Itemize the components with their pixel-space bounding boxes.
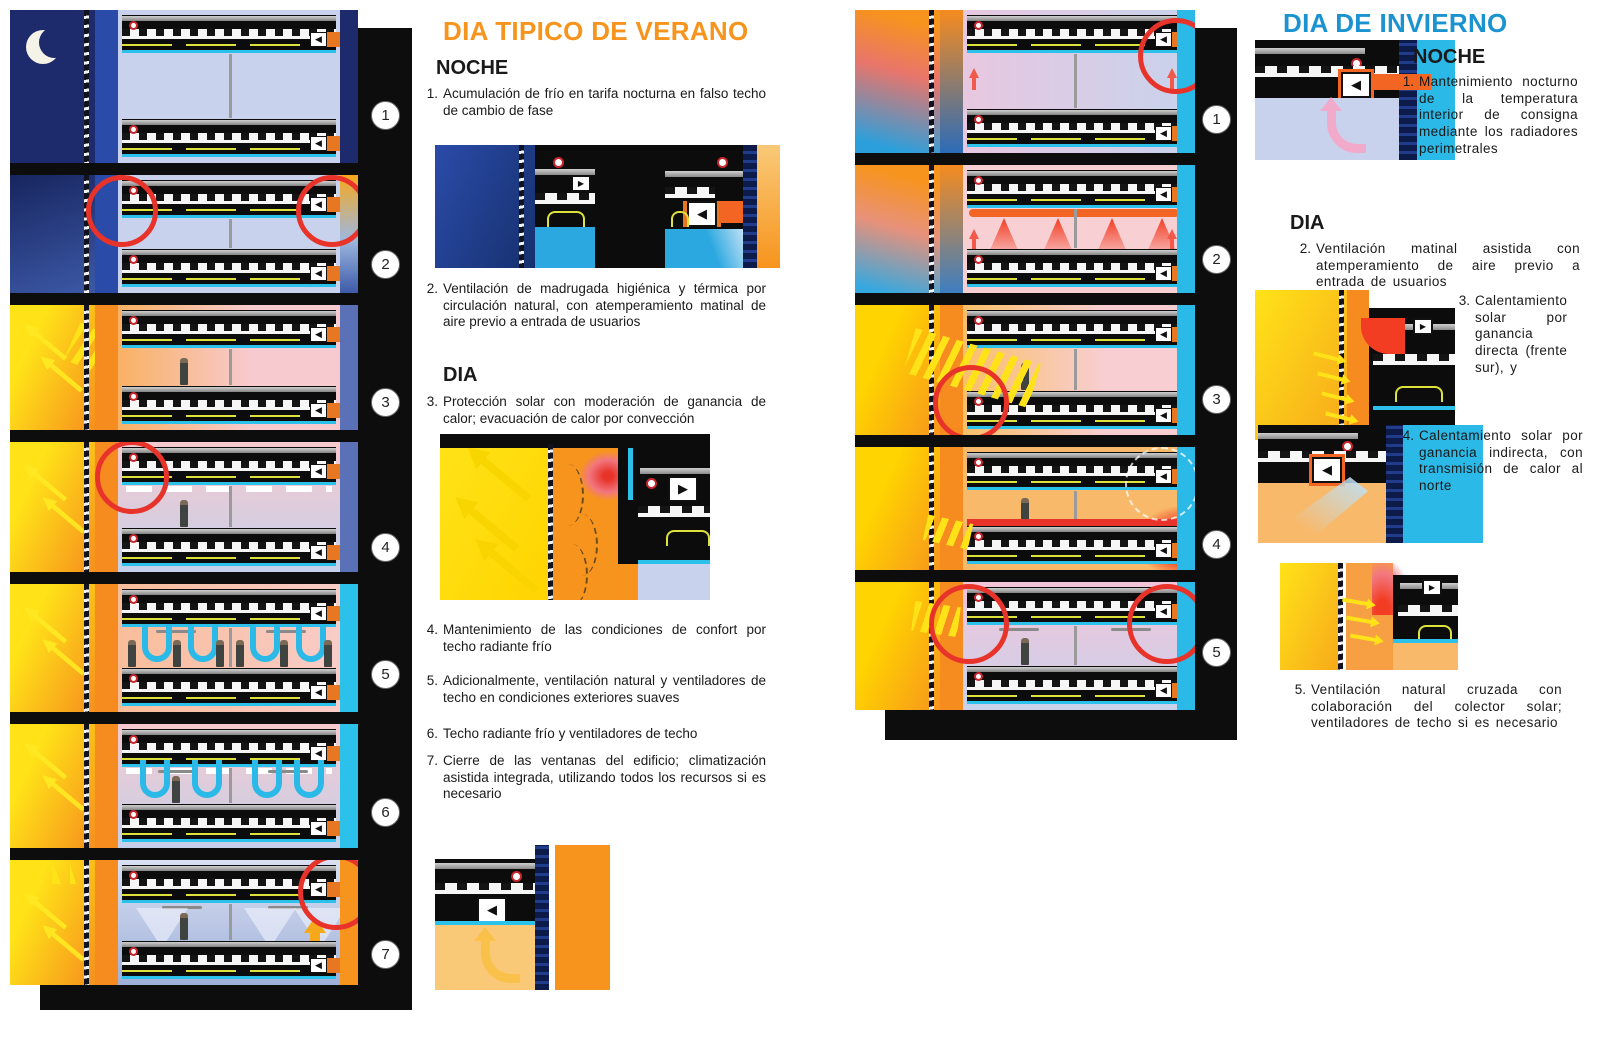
- summer-noche-heading: NOCHE: [436, 57, 509, 79]
- fan-icon: [477, 897, 507, 923]
- winter-floor-2: [855, 165, 1195, 293]
- core-column: [340, 305, 358, 430]
- summer-dia-heading: DIA: [443, 364, 478, 386]
- item-text: Mantenimiento de las condiciones de confort por techo radiante frío: [443, 622, 766, 654]
- interior-column: [229, 219, 232, 248]
- ceiling-slab: [122, 386, 336, 424]
- winter-noche-heading: NOCHE: [1413, 46, 1486, 68]
- radiator-arrow-icon: [969, 229, 979, 239]
- item-number: 1.: [1402, 74, 1414, 89]
- duct: [665, 171, 743, 177]
- summer-floor-6: [10, 724, 358, 848]
- ceiling-slab: [122, 589, 336, 627]
- core-column: [340, 724, 358, 848]
- ceiling-slab: [122, 119, 336, 157]
- pipe: [671, 211, 689, 227]
- summer-floor-5: [10, 584, 358, 712]
- summer-floor-7: [10, 860, 358, 985]
- valve-icon: [717, 157, 728, 168]
- fan-icon: [1341, 72, 1371, 98]
- ceiling-slab: [122, 528, 336, 566]
- winter-item-3: [1458, 293, 1568, 377]
- winter-number-strip: [1195, 28, 1237, 740]
- winter-floor-4: [855, 447, 1195, 570]
- person-figure: [216, 640, 224, 667]
- person-figure: [180, 913, 188, 940]
- interior-column: [229, 54, 232, 118]
- core-column: [1177, 305, 1195, 435]
- airflow-u-icon: [294, 760, 324, 798]
- ceiling-slab: [122, 804, 336, 842]
- item-text: Ventilación de madrugada higiénica y térmica por circulación natural, con atemperamiento matinal de aire previo a entrada de usuarios: [443, 281, 766, 330]
- item-number: 3.: [1458, 293, 1470, 308]
- moon-icon: [26, 30, 60, 64]
- winter-item-2: [1295, 241, 1580, 291]
- facade-strip: [95, 305, 118, 430]
- ceiling-slab: [967, 310, 1181, 348]
- fan-icon: [571, 175, 591, 192]
- facade-strip: [1347, 290, 1369, 440]
- facade-strip: [940, 10, 963, 153]
- orange-duct: [509, 895, 549, 921]
- floor-number-badge: 4: [371, 533, 400, 562]
- airflow-u-icon: [250, 624, 280, 662]
- item-text: Ventilación natural cruzada con colaboración del colector solar; ventiladores de techo si es necesario: [1311, 682, 1562, 731]
- floor-divider: [10, 163, 412, 175]
- floor-divider: [855, 435, 1237, 447]
- item-text: Mantenimiento nocturno de la temperatura interior de consigna mediante los radiadores perimetrales: [1419, 74, 1578, 156]
- ceiling-slab: [122, 15, 336, 53]
- duct: [435, 863, 535, 869]
- facade-line: [519, 145, 524, 268]
- item-number: 4.: [426, 622, 438, 637]
- item-number: 2.: [426, 281, 438, 296]
- office-interior: [118, 10, 340, 163]
- item-text: Acumulación de frío en tarifa nocturna en falso techo de cambio de fase: [443, 86, 766, 118]
- person-figure: [1021, 638, 1029, 665]
- highlight-circle: [86, 175, 158, 247]
- floor-number-badge: 5: [1202, 638, 1231, 667]
- floor-number-badge: 5: [371, 660, 400, 689]
- sun-zone: [1280, 563, 1342, 670]
- floor-divider: [855, 293, 1237, 305]
- louver-line: [548, 444, 553, 600]
- floor-divider: [10, 712, 412, 724]
- fan-icon: [1312, 457, 1342, 483]
- facade-line: [929, 165, 934, 293]
- summer-item-7: [422, 753, 766, 803]
- sunny-sky: [855, 447, 950, 570]
- facade-strip: [95, 10, 118, 163]
- summer-item-3: [422, 394, 766, 427]
- duct: [1258, 433, 1358, 439]
- winter-building-section: [855, 10, 1237, 740]
- core-hatch-column: [743, 145, 757, 268]
- floor-divider: [10, 430, 412, 442]
- item-number: 4.: [1402, 428, 1414, 443]
- airflow-u-icon: [142, 624, 172, 662]
- fan-icon: [687, 201, 717, 227]
- summer-item-1: [422, 86, 766, 119]
- ceiling-slab: [122, 310, 336, 348]
- person-figure: [280, 640, 288, 667]
- summer-building-base: [40, 985, 412, 1010]
- heated-floor: [967, 519, 1181, 526]
- interior-column: [1074, 626, 1077, 665]
- sunny-sky: [10, 584, 105, 712]
- radiator-arrow-icon: [969, 68, 979, 78]
- fan-icon: [668, 476, 698, 502]
- item-number: 5.: [426, 673, 438, 688]
- floor-divider: [10, 572, 412, 584]
- floor-number-badge: 3: [1202, 385, 1231, 414]
- room: [1393, 643, 1458, 670]
- summer-item-2: [422, 281, 766, 331]
- person-figure: [128, 640, 136, 667]
- interior-column: [1074, 349, 1077, 390]
- airflow-u-icon: [140, 760, 170, 798]
- orange-right: [555, 845, 610, 990]
- facade-line: [929, 10, 934, 153]
- airflow-u-icon: [252, 760, 282, 798]
- core-column: [340, 442, 358, 572]
- floor-number-badge: 1: [371, 101, 400, 130]
- item-text: Cierre de las ventanas del edificio; climatización asistida integrada, utilizando todos los recursos si es necesario: [443, 753, 766, 802]
- winter-direct-gain-inset: [1255, 290, 1455, 440]
- floor-divider: [855, 570, 1237, 582]
- pipe: [547, 211, 585, 227]
- summer-number-strip: [358, 28, 412, 1010]
- floor-number-badge: 3: [371, 388, 400, 417]
- summer-floor-3: [10, 305, 358, 430]
- facade-strip: [95, 724, 118, 848]
- inset-orange-right: [757, 145, 780, 268]
- room-corner: [638, 564, 710, 600]
- facade-line: [84, 305, 89, 430]
- highlight-circle: [929, 584, 1009, 664]
- item-text: Ventilación matinal asistida con atemperamiento de aire previo a entrada de usuarios: [1316, 241, 1580, 290]
- ceiling-slab: [967, 526, 1181, 564]
- summer-title: DIA TIPICO DE VERANO: [443, 16, 749, 46]
- facade-line: [929, 447, 934, 570]
- item-text: Protección solar con moderación de ganancia de calor; evacuación de calor por convección: [443, 394, 766, 426]
- pipe: [666, 530, 710, 546]
- sunny-sky: [10, 442, 105, 572]
- sunrise-sky: [855, 10, 950, 153]
- person-figure: [172, 776, 180, 803]
- person-figure: [324, 640, 332, 667]
- item-number: 3.: [426, 394, 438, 409]
- draft-wedge: [703, 229, 743, 268]
- facade-strip: [940, 447, 963, 570]
- floor-divider: [10, 293, 412, 305]
- floor-number-badge: 7: [371, 940, 400, 969]
- facade-strip: [940, 165, 963, 293]
- person-figure: [236, 640, 244, 667]
- person-figure: [180, 358, 188, 385]
- winter-title: DIA DE INVIERNO: [1283, 8, 1508, 38]
- pcm-ceiling: [1373, 354, 1455, 365]
- item-number: 6.: [426, 726, 438, 741]
- facade-line: [84, 584, 89, 712]
- top-band: [440, 434, 710, 448]
- winter-item-5: [1290, 682, 1562, 732]
- winter-item-1: [1398, 74, 1578, 158]
- sunrise-sky: [855, 165, 950, 293]
- office-interior: [118, 584, 340, 712]
- summer-item-5: [422, 673, 766, 706]
- airflow-u-icon: [188, 624, 218, 662]
- facade-line: [84, 442, 89, 572]
- office-interior: [118, 305, 340, 430]
- winter-floor-5: [855, 582, 1195, 710]
- duct: [640, 468, 710, 474]
- valve-icon: [553, 157, 564, 168]
- core-column: [340, 584, 358, 712]
- person-figure: [180, 500, 188, 527]
- highlight-circle: [933, 365, 1009, 435]
- interior-column: [229, 904, 232, 940]
- convection-line: [556, 544, 588, 600]
- summer-convection-inset: [440, 434, 710, 600]
- item-text: Adicionalmente, ventilación natural y ventiladores de techo en condiciones exteriores suaves: [443, 673, 766, 705]
- dashed-highlight-circle: [1125, 447, 1195, 521]
- highlight-circle: [296, 175, 358, 247]
- sunny-sky: [10, 724, 105, 848]
- sunny-sky: [10, 305, 105, 430]
- facade-strip: [95, 584, 118, 712]
- office-interior: [963, 165, 1185, 293]
- interior-column: [229, 768, 232, 803]
- cyan-pipe: [628, 448, 633, 500]
- core-column: [1177, 165, 1195, 293]
- orange-duct: [719, 201, 743, 223]
- ceiling-slab: [967, 666, 1181, 704]
- sun-ray-icon: [20, 319, 70, 364]
- sun-zone: [1255, 290, 1347, 440]
- pipe: [1395, 386, 1443, 402]
- winter-item-4: [1398, 428, 1583, 495]
- item-number: 7.: [426, 753, 438, 768]
- interior-column: [1074, 209, 1077, 248]
- valve-icon: [646, 478, 657, 489]
- floor-number-badge: 1: [1202, 105, 1231, 134]
- cool-room: [535, 227, 595, 268]
- summer-night-inset: [435, 145, 780, 268]
- ceiling-slab: [967, 249, 1181, 287]
- interior-column: [229, 628, 232, 667]
- facade-line: [84, 175, 89, 293]
- sunny-sky: [10, 860, 105, 985]
- ceiling-slab: [122, 941, 336, 979]
- item-text: Calentamiento solar por ganancia indirecta, con transmisión de calor al norte: [1419, 428, 1583, 494]
- item-number: 2.: [1299, 241, 1311, 256]
- pcm-ceiling: [535, 193, 595, 204]
- winter-dia-heading: DIA: [1290, 212, 1325, 234]
- pcm-ceiling: [638, 506, 710, 517]
- floor-divider: [855, 153, 1237, 165]
- fan-icon: [1422, 579, 1442, 596]
- item-number: 5.: [1294, 682, 1306, 697]
- night-sky: [10, 10, 105, 163]
- ceiling-slab: [967, 109, 1181, 147]
- winter-floor-3: [855, 305, 1195, 435]
- facade-line: [84, 860, 89, 985]
- airflow-u-icon: [192, 760, 222, 798]
- radiator-arrow-icon: [1167, 229, 1177, 239]
- facade-line: [84, 10, 89, 163]
- interior-column: [229, 486, 232, 527]
- facade-line: [84, 724, 89, 848]
- summer-floor-4: [10, 442, 358, 572]
- highlight-circle: [95, 442, 169, 514]
- ceiling-slab: [122, 249, 336, 287]
- floor-number-badge: 4: [1202, 530, 1231, 559]
- item-text: Calentamiento solar por ganancia directa (frente sur), y: [1475, 293, 1568, 375]
- winter-floor-1: [855, 10, 1195, 153]
- valve-icon: [511, 871, 522, 882]
- facade-strip: [95, 860, 118, 985]
- winter-building-base: [885, 710, 1237, 740]
- cyan-line: [1373, 406, 1455, 410]
- floor-number-badge: 2: [371, 250, 400, 279]
- summer-floor-1: [10, 10, 358, 163]
- ceiling-slab: [967, 170, 1181, 208]
- sun-icon: [16, 864, 76, 884]
- facade-line: [1338, 563, 1343, 670]
- sun-zone: [440, 434, 552, 600]
- floor-number-badge: 2: [1202, 245, 1231, 274]
- summer-building-section: [10, 10, 412, 1010]
- summer-item-6: [422, 726, 766, 743]
- facade-line: [929, 582, 934, 710]
- summer-item-4: [422, 622, 766, 655]
- duct: [1255, 48, 1365, 54]
- airflow-u-icon: [296, 624, 326, 662]
- summer-closed-inset: [435, 845, 610, 990]
- interior-column: [1074, 54, 1077, 108]
- office-interior: [118, 724, 340, 848]
- person-figure: [173, 640, 181, 667]
- core-column: [340, 10, 358, 163]
- fan-icon: [1413, 318, 1433, 335]
- interior-column: [229, 349, 232, 385]
- item-number: 1.: [426, 86, 438, 101]
- pcm-ceiling: [1398, 605, 1458, 616]
- pcm-ceiling: [435, 883, 535, 894]
- ceiling-slab: [122, 668, 336, 706]
- summer-floor-2: [10, 175, 358, 293]
- pcm-ceiling: [665, 187, 715, 198]
- floor-divider: [10, 848, 412, 860]
- winter-collector-inset: [1280, 563, 1458, 670]
- floor-number-badge: 6: [371, 798, 400, 827]
- item-text: Techo radiante frío y ventiladores de techo: [443, 726, 698, 741]
